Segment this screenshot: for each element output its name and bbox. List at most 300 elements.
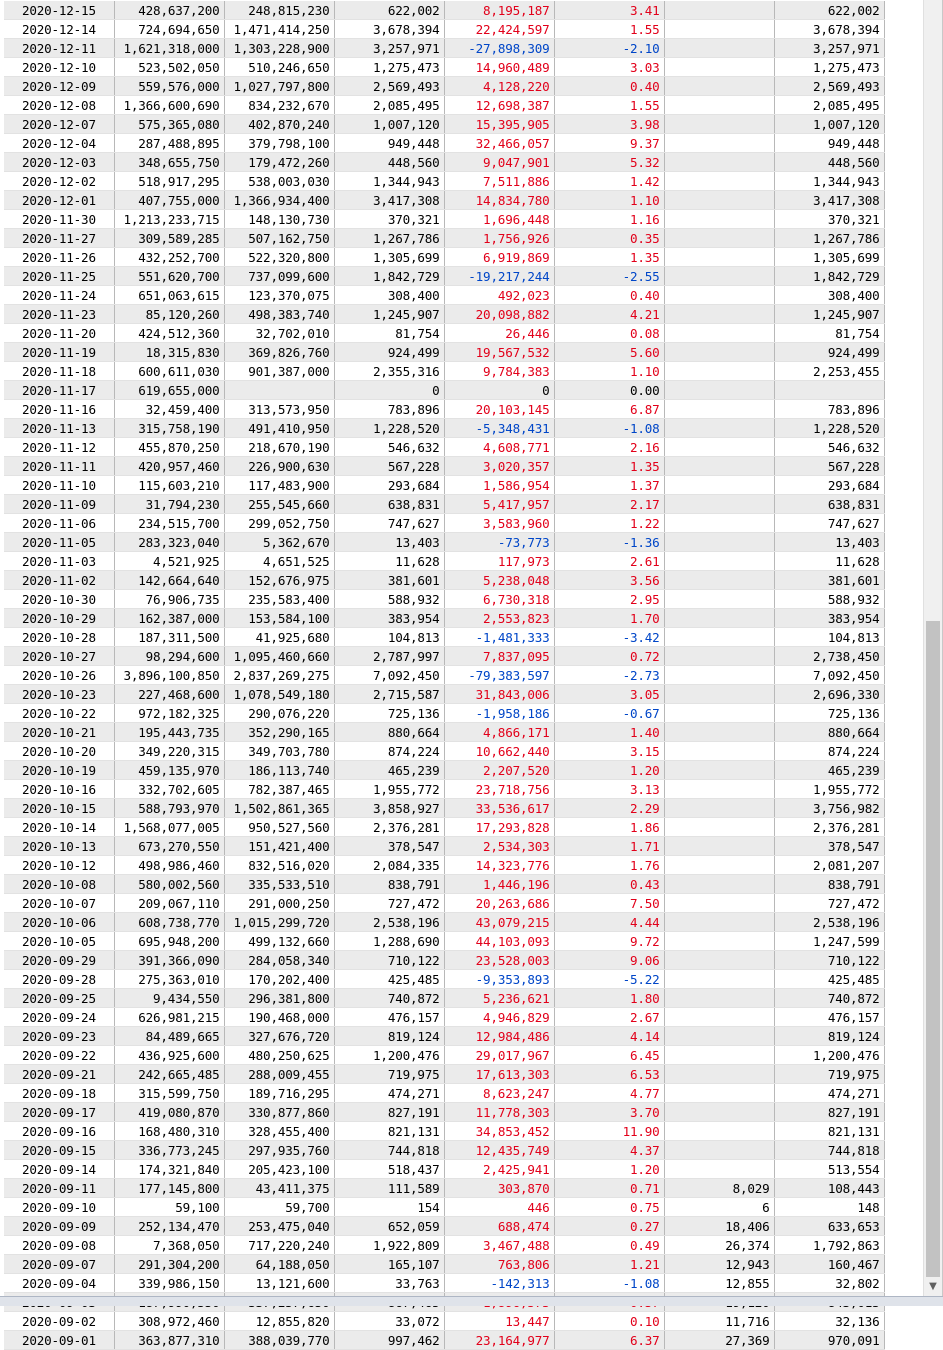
table-row[interactable] <box>4 153 884 172</box>
value-cell-6 <box>664 457 774 476</box>
table-row[interactable] <box>4 495 884 514</box>
date-cell: 2020-12-09 <box>4 77 114 96</box>
value-cell-3: 425,485 <box>334 970 444 989</box>
table-row[interactable] <box>4 818 884 837</box>
table-row[interactable] <box>4 780 884 799</box>
change-rate-cell: 1.55 <box>554 96 664 115</box>
change-cell: 34,853,452 <box>444 1122 554 1141</box>
value-cell-3: 819,124 <box>334 1027 444 1046</box>
table-row[interactable] <box>4 419 884 438</box>
table-row[interactable] <box>4 913 884 932</box>
table-row[interactable] <box>4 647 884 666</box>
value-cell-6 <box>664 571 774 590</box>
value-cell-6 <box>664 153 774 172</box>
date-cell: 2020-12-14 <box>4 20 114 39</box>
change-rate-cell: 4.21 <box>554 305 664 324</box>
change-cell: -27,898,309 <box>444 39 554 58</box>
change-rate-cell: 0.43 <box>554 875 664 894</box>
table-row[interactable] <box>4 1217 884 1236</box>
value-cell-6 <box>664 172 774 191</box>
table-row[interactable] <box>4 970 884 989</box>
date-cell: 2020-10-28 <box>4 628 114 647</box>
table-row[interactable] <box>4 362 884 381</box>
value-cell-3: 111,589 <box>334 1179 444 1198</box>
value-cell-3: 81,754 <box>334 324 444 343</box>
value-cell-6 <box>664 856 774 875</box>
table-row[interactable] <box>4 628 884 647</box>
table-row[interactable] <box>4 191 884 210</box>
table-row[interactable] <box>4 1141 884 1160</box>
value-cell-6 <box>664 362 774 381</box>
change-rate-cell: 6.87 <box>554 400 664 419</box>
change-rate-cell: -1.08 <box>554 1274 664 1293</box>
table-row[interactable] <box>4 571 884 590</box>
date-cell: 2020-12-01 <box>4 191 114 210</box>
value-cell-6 <box>664 1027 774 1046</box>
date-cell: 2020-09-11 <box>4 1179 114 1198</box>
table-row[interactable] <box>4 39 884 58</box>
value-cell-1: 98,294,600 <box>114 647 224 666</box>
table-row[interactable] <box>4 742 884 761</box>
change-cell: 22,424,597 <box>444 20 554 39</box>
table-row[interactable] <box>4 58 884 77</box>
value-cell-1: 3,896,100,850 <box>114 666 224 685</box>
table-row[interactable] <box>4 1065 884 1084</box>
value-cell-1: 348,655,750 <box>114 153 224 172</box>
value-cell-3: 1,955,772 <box>334 780 444 799</box>
value-cell-1: 7,368,050 <box>114 1236 224 1255</box>
value-cell-7: 821,131 <box>774 1122 884 1141</box>
change-rate-cell: 3.13 <box>554 780 664 799</box>
value-cell-6 <box>664 723 774 742</box>
value-cell-1: 428,637,200 <box>114 1 224 20</box>
value-cell-1: 4,521,925 <box>114 552 224 571</box>
change-cell: 12,984,486 <box>444 1027 554 1046</box>
table-row[interactable] <box>4 799 884 818</box>
change-cell: 2,553,823 <box>444 609 554 628</box>
change-cell: 7,837,095 <box>444 647 554 666</box>
change-cell: 4,866,171 <box>444 723 554 742</box>
value-cell-6 <box>664 305 774 324</box>
value-cell-1: 315,599,750 <box>114 1084 224 1103</box>
change-rate-cell: 2.16 <box>554 438 664 457</box>
value-cell-1: 287,488,895 <box>114 134 224 153</box>
value-cell-2: 43,411,375 <box>224 1179 334 1198</box>
value-cell-1: 420,957,460 <box>114 457 224 476</box>
value-cell-1: 195,443,735 <box>114 723 224 742</box>
value-cell-1: 349,220,315 <box>114 742 224 761</box>
table-row[interactable] <box>4 894 884 913</box>
date-cell: 2020-09-28 <box>4 970 114 989</box>
value-cell-7: 1,200,476 <box>774 1046 884 1065</box>
scrollbar-thumb[interactable] <box>926 621 940 1277</box>
value-cell-2 <box>224 381 334 400</box>
value-cell-3: 11,628 <box>334 552 444 571</box>
value-cell-3: 3,678,394 <box>334 20 444 39</box>
change-rate-cell: 0.08 <box>554 324 664 343</box>
value-cell-1: 168,480,310 <box>114 1122 224 1141</box>
change-cell: 15,395,905 <box>444 115 554 134</box>
date-cell: 2020-10-13 <box>4 837 114 856</box>
value-cell-6 <box>664 248 774 267</box>
value-cell-6 <box>664 1103 774 1122</box>
table-row[interactable] <box>4 381 884 400</box>
value-cell-1: 31,794,230 <box>114 495 224 514</box>
vertical-scrollbar[interactable] <box>923 0 942 1296</box>
table-row[interactable] <box>4 400 884 419</box>
table-row[interactable] <box>4 837 884 856</box>
value-cell-3: 2,538,196 <box>334 913 444 932</box>
value-cell-1: 424,512,360 <box>114 324 224 343</box>
value-cell-2: 151,421,400 <box>224 837 334 856</box>
change-rate-cell: 1.10 <box>554 191 664 210</box>
value-cell-2: 1,078,549,180 <box>224 685 334 704</box>
value-cell-7: 727,472 <box>774 894 884 913</box>
value-cell-7: 970,091 <box>774 1331 884 1350</box>
value-cell-7: 2,569,493 <box>774 77 884 96</box>
value-cell-7: 474,271 <box>774 1084 884 1103</box>
date-cell: 2020-10-14 <box>4 818 114 837</box>
value-cell-3: 378,547 <box>334 837 444 856</box>
value-cell-3: 1,200,476 <box>334 1046 444 1065</box>
table-row[interactable] <box>4 134 884 153</box>
table-row[interactable] <box>4 20 884 39</box>
change-rate-cell: -1.08 <box>554 419 664 438</box>
value-cell-7: 710,122 <box>774 951 884 970</box>
change-rate-cell: 2.29 <box>554 799 664 818</box>
value-cell-2: 284,058,340 <box>224 951 334 970</box>
date-cell: 2020-10-19 <box>4 761 114 780</box>
table-row[interactable] <box>4 1008 884 1027</box>
change-rate-cell: -2.55 <box>554 267 664 286</box>
value-cell-2: 253,475,040 <box>224 1217 334 1236</box>
change-rate-cell: 5.60 <box>554 343 664 362</box>
change-cell: 13,447 <box>444 1312 554 1331</box>
value-cell-6 <box>664 381 774 400</box>
table-row[interactable] <box>4 590 884 609</box>
change-cell: 9,784,383 <box>444 362 554 381</box>
table-row[interactable] <box>4 875 884 894</box>
value-cell-3: 827,191 <box>334 1103 444 1122</box>
date-cell: 2020-09-16 <box>4 1122 114 1141</box>
value-cell-2: 226,900,630 <box>224 457 334 476</box>
change-rate-cell: 1.42 <box>554 172 664 191</box>
change-rate-cell: 1.10 <box>554 362 664 381</box>
value-cell-1: 283,323,040 <box>114 533 224 552</box>
value-cell-7: 293,684 <box>774 476 884 495</box>
date-cell: 2020-09-02 <box>4 1312 114 1331</box>
value-cell-3: 518,437 <box>334 1160 444 1179</box>
value-cell-2: 32,702,010 <box>224 324 334 343</box>
value-cell-7: 546,632 <box>774 438 884 457</box>
change-cell: 23,164,977 <box>444 1331 554 1350</box>
change-cell: 3,467,488 <box>444 1236 554 1255</box>
table-row[interactable] <box>4 96 884 115</box>
table-row[interactable] <box>4 438 884 457</box>
table-row[interactable] <box>4 666 884 685</box>
change-rate-cell: 1.70 <box>554 609 664 628</box>
value-cell-6 <box>664 1084 774 1103</box>
table-row[interactable] <box>4 267 884 286</box>
value-cell-2: 1,015,299,720 <box>224 913 334 932</box>
table-row[interactable] <box>4 856 884 875</box>
value-cell-7: 1,245,907 <box>774 305 884 324</box>
change-rate-cell: 9.72 <box>554 932 664 951</box>
change-cell: 5,236,621 <box>444 989 554 1008</box>
value-cell-7: 3,417,308 <box>774 191 884 210</box>
change-cell: 17,293,828 <box>444 818 554 837</box>
value-cell-3: 476,157 <box>334 1008 444 1027</box>
table-row[interactable] <box>4 77 884 96</box>
value-cell-2: 205,423,100 <box>224 1160 334 1179</box>
table-row[interactable] <box>4 305 884 324</box>
value-cell-7: 104,813 <box>774 628 884 647</box>
change-rate-cell: 5.32 <box>554 153 664 172</box>
table-row[interactable] <box>4 1255 884 1274</box>
table-row[interactable] <box>4 1236 884 1255</box>
change-rate-cell: 0.75 <box>554 1198 664 1217</box>
value-cell-3: 622,002 <box>334 1 444 20</box>
table-row[interactable] <box>4 229 884 248</box>
chevron-down-icon[interactable]: ▼ <box>929 1281 937 1292</box>
change-cell: 20,263,686 <box>444 894 554 913</box>
value-cell-1: 459,135,970 <box>114 761 224 780</box>
table-row[interactable] <box>4 1027 884 1046</box>
value-cell-1: 673,270,550 <box>114 837 224 856</box>
value-cell-6 <box>664 1008 774 1027</box>
value-cell-7: 465,239 <box>774 761 884 780</box>
table-row[interactable] <box>4 1179 884 1198</box>
value-cell-3: 3,858,927 <box>334 799 444 818</box>
value-cell-1: 32,459,400 <box>114 400 224 419</box>
change-rate-cell: 4.14 <box>554 1027 664 1046</box>
change-cell: -1,481,333 <box>444 628 554 647</box>
value-cell-1: 608,738,770 <box>114 913 224 932</box>
table-row[interactable] <box>4 248 884 267</box>
table-row[interactable] <box>4 1331 884 1350</box>
change-cell: 1,586,954 <box>444 476 554 495</box>
change-rate-cell: 1.37 <box>554 476 664 495</box>
value-cell-3: 13,403 <box>334 533 444 552</box>
value-cell-7: 1,275,473 <box>774 58 884 77</box>
value-cell-6: 18,406 <box>664 1217 774 1236</box>
value-cell-1: 1,568,077,005 <box>114 818 224 837</box>
value-cell-1: 174,321,840 <box>114 1160 224 1179</box>
value-cell-2: 59,700 <box>224 1198 334 1217</box>
change-cell: 2,425,941 <box>444 1160 554 1179</box>
table-row[interactable] <box>4 761 884 780</box>
value-cell-7: 2,081,207 <box>774 856 884 875</box>
value-cell-6: 12,943 <box>664 1255 774 1274</box>
value-cell-7: 2,085,495 <box>774 96 884 115</box>
table-row[interactable] <box>4 552 884 571</box>
table-row[interactable] <box>4 115 884 134</box>
value-cell-1: 363,877,310 <box>114 1331 224 1350</box>
table-row[interactable] <box>4 286 884 305</box>
table-row[interactable] <box>4 609 884 628</box>
table-row[interactable] <box>4 723 884 742</box>
value-cell-7: 32,136 <box>774 1312 884 1331</box>
value-cell-1: 1,366,600,690 <box>114 96 224 115</box>
table-row[interactable] <box>4 932 884 951</box>
table-row[interactable] <box>4 476 884 495</box>
table-row[interactable] <box>4 704 884 723</box>
change-cell: 10,662,440 <box>444 742 554 761</box>
change-cell: 33,536,617 <box>444 799 554 818</box>
date-cell: 2020-12-03 <box>4 153 114 172</box>
value-cell-3: 949,448 <box>334 134 444 153</box>
value-cell-2: 335,533,510 <box>224 875 334 894</box>
date-cell: 2020-09-07 <box>4 1255 114 1274</box>
change-cell: 32,466,057 <box>444 134 554 153</box>
value-cell-6 <box>664 400 774 419</box>
value-cell-6 <box>664 229 774 248</box>
change-rate-cell: 1.22 <box>554 514 664 533</box>
change-rate-cell: 1.76 <box>554 856 664 875</box>
value-cell-1: 407,755,000 <box>114 191 224 210</box>
value-cell-6 <box>664 951 774 970</box>
change-cell: 11,778,303 <box>444 1103 554 1122</box>
change-cell: 5,238,048 <box>444 571 554 590</box>
date-cell: 2020-11-09 <box>4 495 114 514</box>
change-cell: 44,103,093 <box>444 932 554 951</box>
table-row[interactable] <box>4 1198 884 1217</box>
table-row[interactable] <box>4 533 884 552</box>
value-cell-3: 1,228,520 <box>334 419 444 438</box>
value-cell-6 <box>664 533 774 552</box>
table-row[interactable] <box>4 343 884 362</box>
change-cell: 12,435,749 <box>444 1141 554 1160</box>
table-row[interactable] <box>4 457 884 476</box>
value-cell-3: 370,321 <box>334 210 444 229</box>
value-cell-6: 12,855 <box>664 1274 774 1293</box>
value-cell-7: 633,653 <box>774 1217 884 1236</box>
value-cell-6 <box>664 77 774 96</box>
value-cell-7: 476,157 <box>774 1008 884 1027</box>
table-row[interactable] <box>4 324 884 343</box>
change-cell: -1,958,186 <box>444 704 554 723</box>
table-row[interactable] <box>4 514 884 533</box>
change-rate-cell: 1.21 <box>554 1255 664 1274</box>
value-cell-2: 1,303,228,900 <box>224 39 334 58</box>
table-row[interactable] <box>4 1312 884 1331</box>
value-cell-6 <box>664 970 774 989</box>
value-cell-1: 518,917,295 <box>114 172 224 191</box>
date-cell: 2020-10-30 <box>4 590 114 609</box>
value-cell-6 <box>664 134 774 153</box>
change-cell: 20,098,882 <box>444 305 554 324</box>
value-cell-3: 308,400 <box>334 286 444 305</box>
date-cell: 2020-11-30 <box>4 210 114 229</box>
value-cell-2: 297,935,760 <box>224 1141 334 1160</box>
change-cell: 19,567,532 <box>444 343 554 362</box>
value-cell-7: 827,191 <box>774 1103 884 1122</box>
value-cell-6 <box>664 932 774 951</box>
value-cell-3: 33,763 <box>334 1274 444 1293</box>
table-row[interactable] <box>4 1274 884 1293</box>
table-row[interactable] <box>4 210 884 229</box>
value-cell-3: 652,059 <box>334 1217 444 1236</box>
value-cell-7: 81,754 <box>774 324 884 343</box>
table-row[interactable] <box>4 172 884 191</box>
value-cell-6 <box>664 495 774 514</box>
value-cell-7: 13,403 <box>774 533 884 552</box>
value-cell-6 <box>664 419 774 438</box>
date-cell: 2020-11-27 <box>4 229 114 248</box>
table-row[interactable] <box>4 951 884 970</box>
change-rate-cell: 2.67 <box>554 1008 664 1027</box>
table-row[interactable] <box>4 1046 884 1065</box>
change-cell: 0 <box>444 381 554 400</box>
value-cell-6 <box>664 476 774 495</box>
value-cell-2: 255,545,660 <box>224 495 334 514</box>
table-row[interactable] <box>4 1084 884 1103</box>
value-cell-3: 1,288,690 <box>334 932 444 951</box>
change-rate-cell: 0.35 <box>554 229 664 248</box>
value-cell-7 <box>774 381 884 400</box>
value-cell-3: 3,417,308 <box>334 191 444 210</box>
value-cell-6 <box>664 666 774 685</box>
change-cell: 23,528,003 <box>444 951 554 970</box>
value-cell-7: 1,247,599 <box>774 932 884 951</box>
table-row[interactable] <box>4 685 884 704</box>
change-cell: 4,946,829 <box>444 1008 554 1027</box>
value-cell-1: 332,702,605 <box>114 780 224 799</box>
table-row[interactable] <box>4 1160 884 1179</box>
value-cell-7: 308,400 <box>774 286 884 305</box>
value-cell-2: 480,250,625 <box>224 1046 334 1065</box>
change-rate-cell: -3.42 <box>554 628 664 647</box>
table-row[interactable] <box>4 1 884 20</box>
value-cell-2: 352,290,165 <box>224 723 334 742</box>
value-cell-1: 187,311,500 <box>114 628 224 647</box>
change-cell: 29,017,967 <box>444 1046 554 1065</box>
value-cell-3: 2,084,335 <box>334 856 444 875</box>
table-row[interactable] <box>4 1122 884 1141</box>
value-cell-2: 152,676,975 <box>224 571 334 590</box>
change-cell: 688,474 <box>444 1217 554 1236</box>
change-rate-cell: 6.37 <box>554 1331 664 1350</box>
change-cell: -73,773 <box>444 533 554 552</box>
value-cell-7: 1,228,520 <box>774 419 884 438</box>
date-cell: 2020-09-18 <box>4 1084 114 1103</box>
value-cell-2: 379,798,100 <box>224 134 334 153</box>
value-cell-1: 252,134,470 <box>114 1217 224 1236</box>
value-cell-2: 328,455,400 <box>224 1122 334 1141</box>
table-row[interactable] <box>4 1103 884 1122</box>
value-cell-3: 783,896 <box>334 400 444 419</box>
date-cell: 2020-11-11 <box>4 457 114 476</box>
value-cell-7: 32,802 <box>774 1274 884 1293</box>
change-cell: 5,417,957 <box>444 495 554 514</box>
value-cell-1: 651,063,615 <box>114 286 224 305</box>
date-cell: 2020-09-22 <box>4 1046 114 1065</box>
date-cell: 2020-11-23 <box>4 305 114 324</box>
table-row[interactable] <box>4 989 884 1008</box>
change-rate-cell: 4.44 <box>554 913 664 932</box>
value-cell-7: 719,975 <box>774 1065 884 1084</box>
change-cell: 8,195,187 <box>444 1 554 20</box>
date-cell: 2020-10-22 <box>4 704 114 723</box>
value-cell-2: 349,703,780 <box>224 742 334 761</box>
date-cell: 2020-12-10 <box>4 58 114 77</box>
date-cell: 2020-11-13 <box>4 419 114 438</box>
value-cell-2: 834,232,670 <box>224 96 334 115</box>
value-cell-2: 388,039,770 <box>224 1331 334 1350</box>
date-cell: 2020-09-09 <box>4 1217 114 1236</box>
date-cell: 2020-12-11 <box>4 39 114 58</box>
value-cell-7: 1,842,729 <box>774 267 884 286</box>
